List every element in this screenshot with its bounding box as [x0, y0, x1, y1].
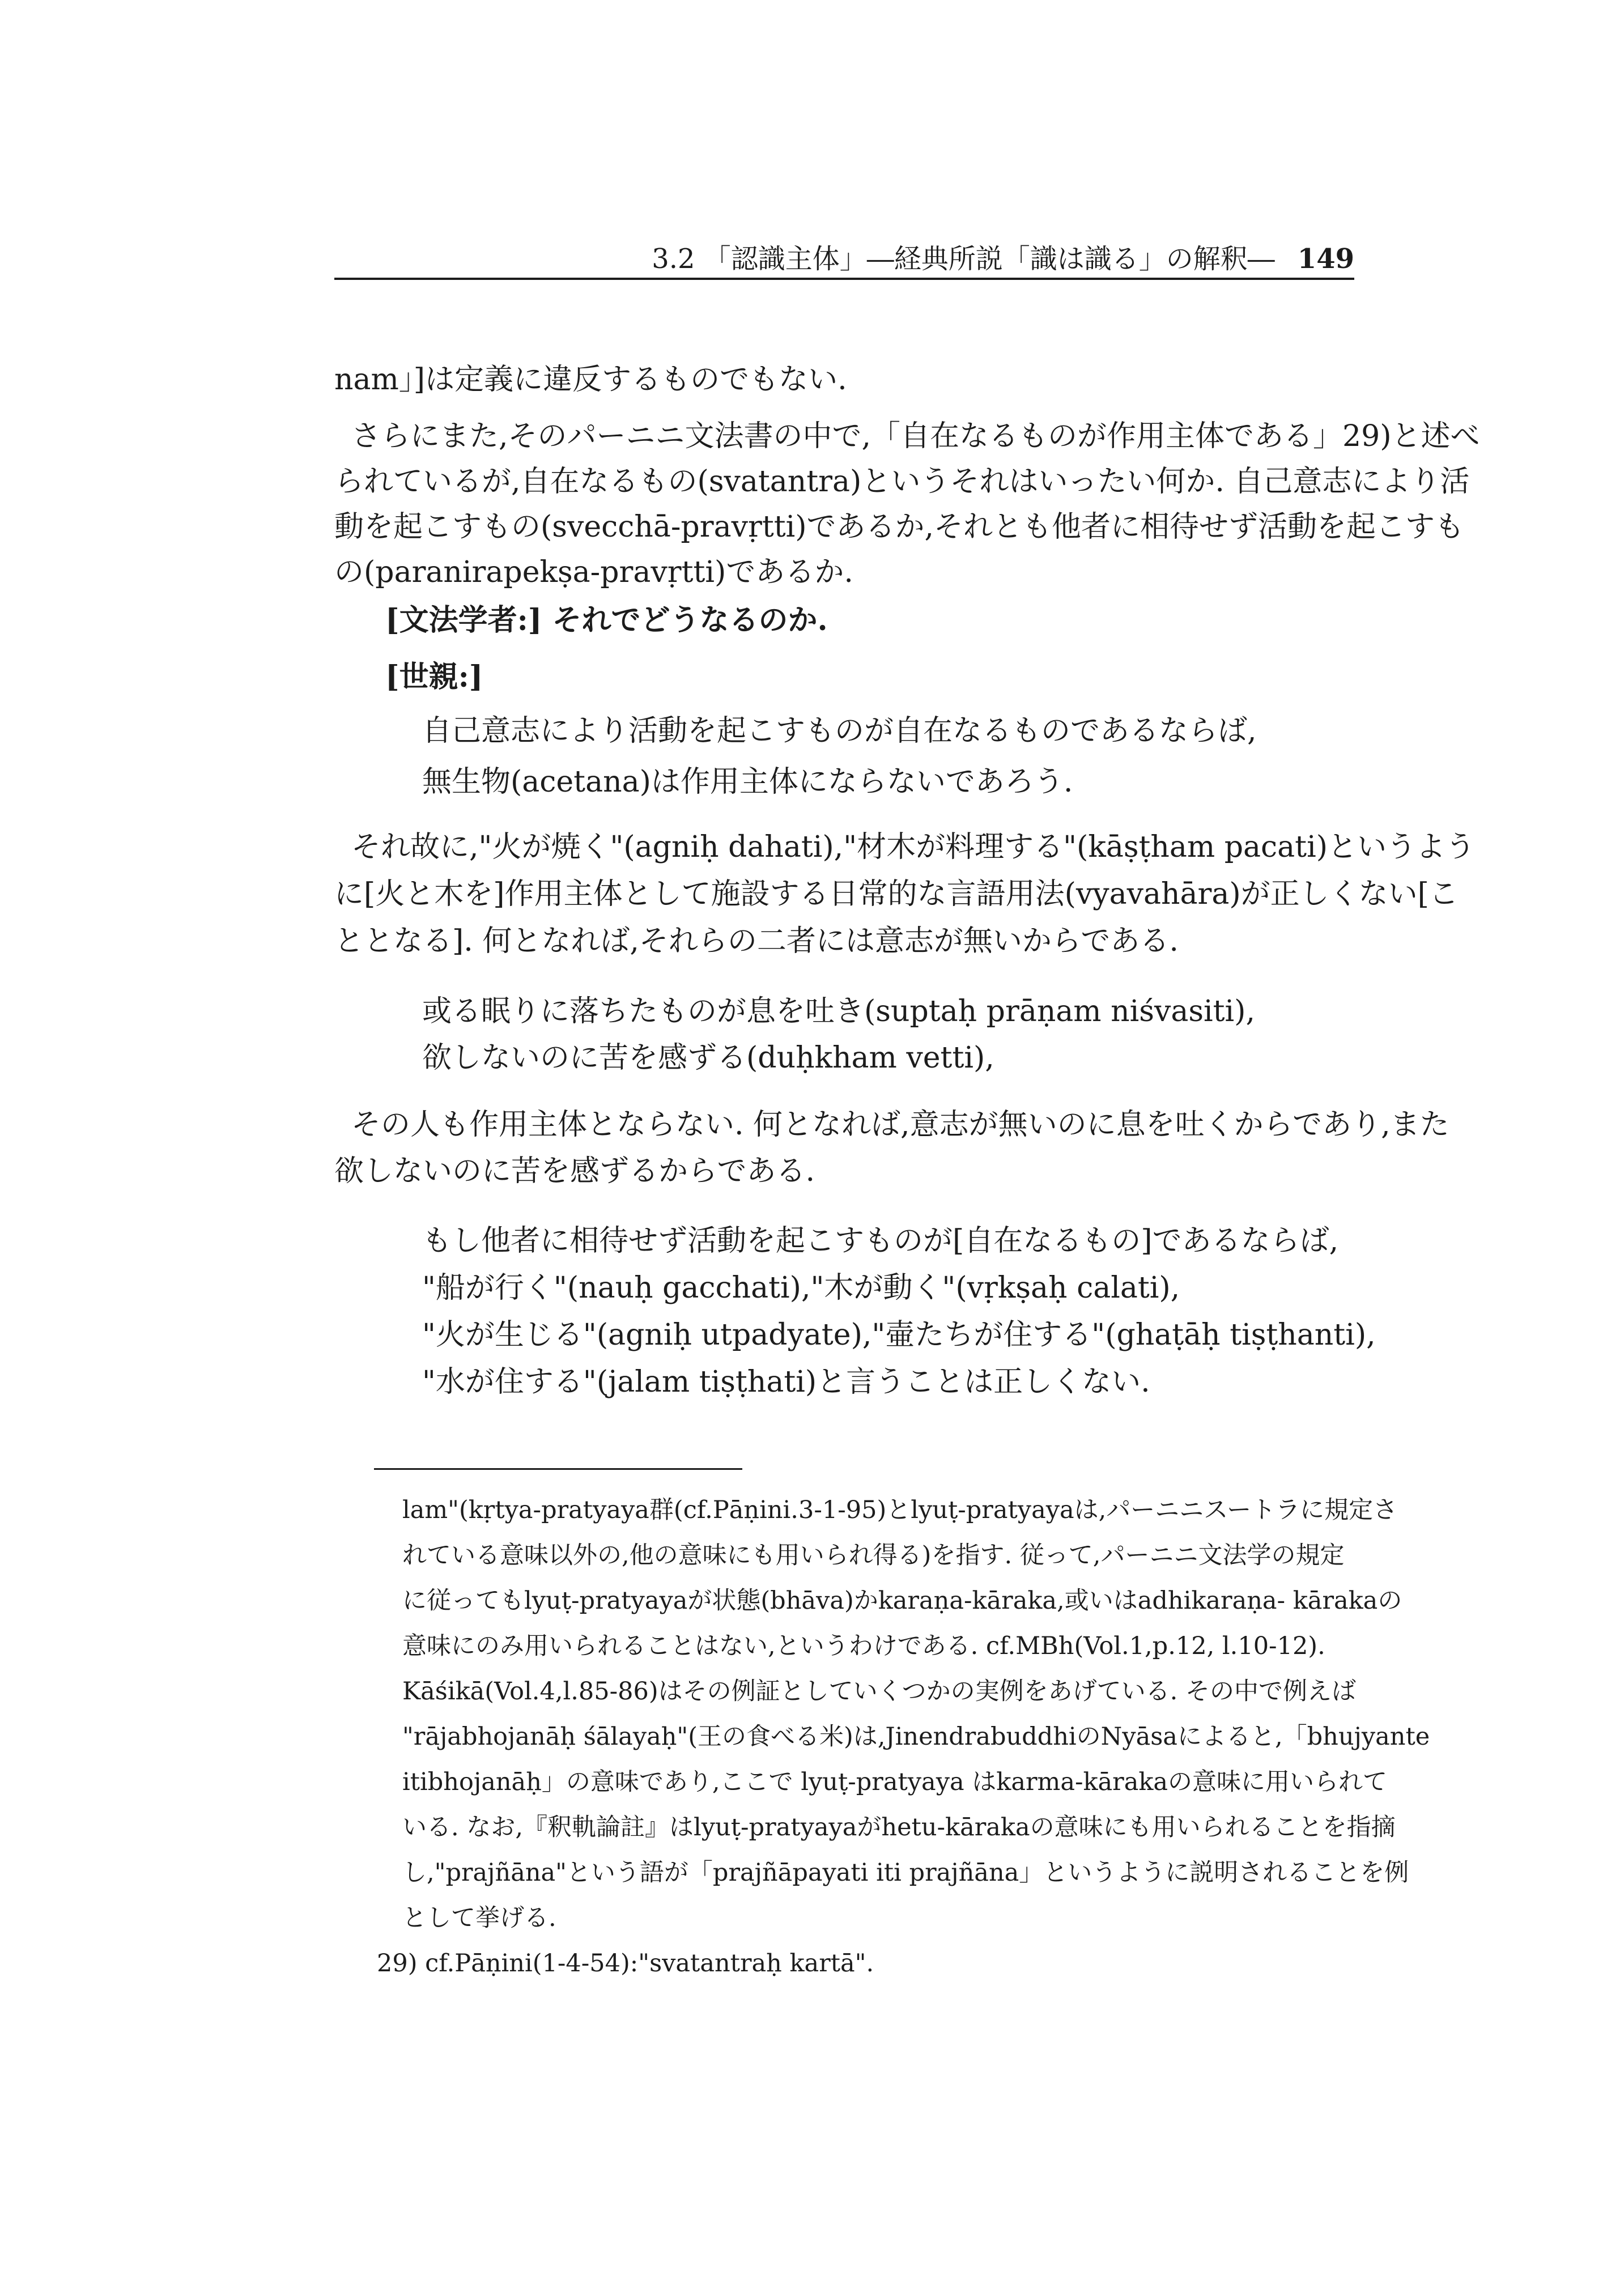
body-line: nam」]は定義に違反するものでもない.: [334, 363, 847, 397]
running-head: [334, 237, 1354, 277]
body-line: の(paranirapekṣa-pravṛtti)であるか.: [334, 555, 853, 589]
quote-line: "船が行く"(nauḥ gacchati),"木が動く"(vṛkṣaḥ calati),: [422, 1271, 1180, 1305]
page-number: 149: [1297, 243, 1354, 275]
quote-line: 自己意志により活動を起こすものが自在なるものであるならば,: [422, 714, 1257, 748]
speaker-grammarian: [文法学者:] それでどうなるのか.: [385, 603, 828, 637]
footnote-line: 意味にのみ用いられることはない,というわけである. cf.MBh(Vol.1,p.12, l.10-12).: [402, 1632, 1325, 1660]
footnote-line: itibhojanāḥ」の意味であり,ここで lyuṭ-pratyaya はkarma-kārakaの意味に用いられて: [402, 1768, 1388, 1796]
footnote-line: lam"(kṛtya-pratyaya群(cf.Pāṇini.3-1-95)とlyuṭ-pratyayaは,パーニニスートラに規定さ: [402, 1496, 1398, 1524]
body-line: 欲しないのに苦を感ずるからである.: [334, 1154, 815, 1188]
quote-line: "火が生じる"(agniḥ utpadyate),"壷たちが住する"(ghaṭāḥ tiṣṭhanti),: [422, 1318, 1376, 1352]
footnote-line: いる. なお,『釈軌論註』はlyuṭ-pratyayaがhetu-kārakaの意味にも用いられることを指摘: [402, 1813, 1396, 1842]
body-line: ととなる]. 何となれば,それらの二者には意志が無いからである.: [334, 924, 1179, 958]
footnote-29: 29) cf.Pāṇini(1-4-54):"svatantraḥ kartā".: [377, 1949, 874, 1978]
body-line: られているが,自在なるもの(svatantra)というそれはいったい何か. 自己意志により活: [334, 465, 1470, 499]
footnote-line: "rājabhojanāḥ śālayaḥ"(王の食べる米)は,JinendrabuddhiのNyāsaによると,「bhujyante: [402, 1723, 1430, 1751]
quote-line: 無生物(acetana)は作用主体にならないであろう.: [422, 765, 1073, 799]
body-line: その人も作用主体とならない. 何となれば,意志が無いのに息を吐くからであり,また: [351, 1108, 1449, 1142]
running-title: 3.2 「認識主体」―経典所説「識は識る」の解釈―: [652, 243, 1275, 275]
footnote-rule: [374, 1468, 742, 1470]
footnote-line: れている意味以外の,他の意味にも用いられ得る)を指す. 従って,パーニニ文法学の規定: [402, 1541, 1345, 1570]
footnote-line: に従ってもlyuṭ-pratyayaが状態(bhāva)かkaraṇa-kāraka,或いはadhikaraṇa- kārakaの: [402, 1587, 1402, 1615]
footnote-line: し,"prajñāna"という語が「prajñāpayati iti prajñāna」というように説明されることを例: [402, 1859, 1409, 1887]
body-line: に[火と木を]作用主体として施設する日常的な言語用法(vyavahāra)が正しくない[こ: [334, 877, 1459, 911]
quote-line: "水が住する"(jalam tiṣṭhati)と言うことは正しくない.: [422, 1365, 1150, 1399]
speaker-vasubandhu: [世親:]: [385, 660, 483, 694]
body-line: 動を起こすもの(svecchā-pravṛtti)であるか,それとも他者に相待せず活動を起こすも: [334, 510, 1465, 544]
quote-line: もし他者に相待せず活動を起こすものが[自在なるもの]であるならば,: [422, 1224, 1339, 1258]
body-line: さらにまた,そのパーニニ文法書の中で,「自在なるものが作用主体である」29)と述べ: [351, 419, 1480, 453]
footnote-line: として挙げる.: [402, 1904, 556, 1932]
header-rule: [334, 278, 1354, 280]
footnote-line: Kāśikā(Vol.4,l.85-86)はその例証としていくつかの実例をあげている. その中で例えば: [402, 1677, 1356, 1706]
body-line: それ故に,"火が焼く"(agniḥ dahati),"材木が料理する"(kāṣṭham pacati)というよう: [351, 830, 1475, 864]
quote-line: 欲しないのに苦を感ずる(duḥkham vetti),: [422, 1041, 994, 1075]
quote-line: 或る眠りに落ちたものが息を吐き(suptaḥ prāṇam niśvasiti),: [422, 994, 1255, 1028]
